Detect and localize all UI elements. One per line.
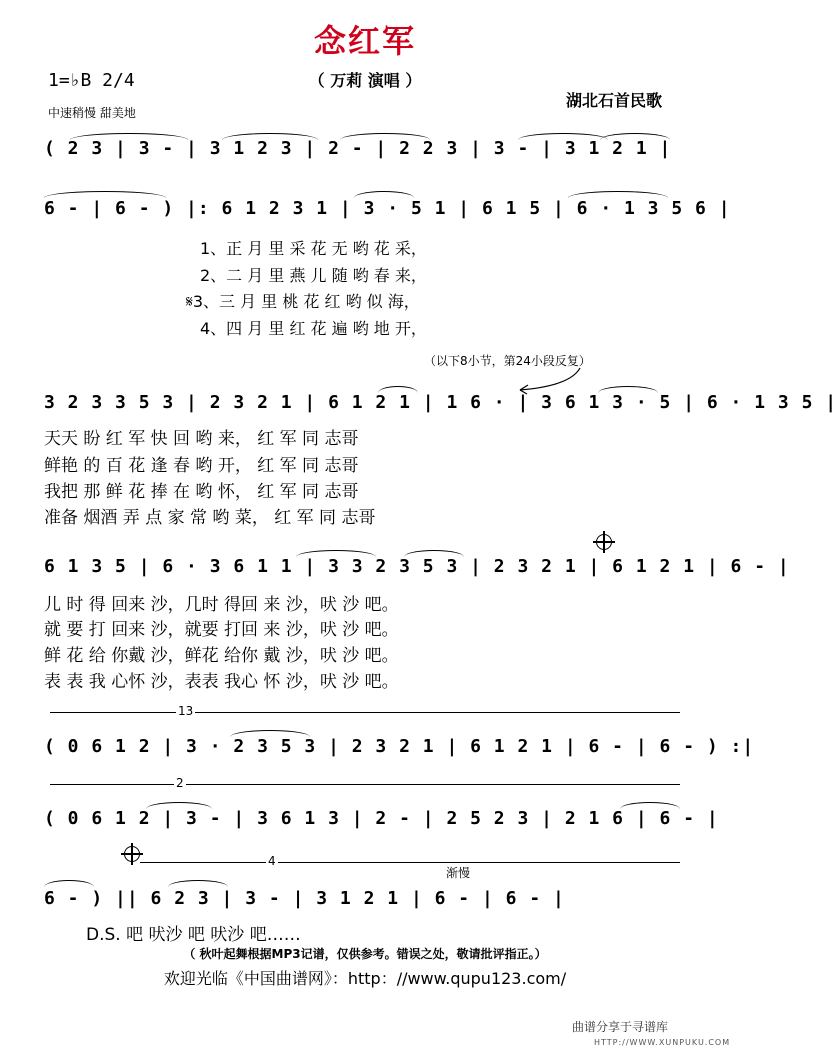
ritardando-marking: 渐慢 (446, 866, 471, 880)
lyric-line-3-1: 儿 时 得 回来 沙，几时 得回 来 沙，吠 沙 吧。 (44, 595, 399, 615)
notation-row-7: 6 - ) || 6 2 3 | 3 - | 3 1 2 1 | 6 - | 6 - | (44, 888, 565, 909)
notation-row-6: ( 0 6 1 2 | 3 - | 3 6 1 3 | 2 - | 2 5 2 3 | 2 1 6 | 6 - | (44, 808, 719, 829)
verse-4: 4、四 月 里 红 花 遍 哟 地 开， (200, 319, 427, 338)
notation-row-5: ( 0 6 1 2 | 3 · 2 3 5 3 | 2 3 2 1 | 6 1 2 1 | 6 - | 6 - ) :| (44, 736, 755, 757)
slur (598, 386, 658, 393)
lyric-line-2-4: 准备 烟酒 弄 点 家 常 哟 菜， 红 军 同 志哥 (44, 508, 376, 528)
lyric-line-3-2: 就 要 打 回来 沙，就要 打回 来 沙，吠 沙 吧。 (44, 620, 399, 640)
notation-row-3: 3 2 3 3 5 3 | 2 3 2 1 | 6 1 2 1 | 1 6 · | 3 6 1 3 · 5 | 6 · 1 3 5 | (44, 392, 837, 413)
slur (378, 386, 418, 393)
watermark-url: HTTP://WWW.XUNPUKU.COM (594, 1038, 731, 1047)
slur (230, 730, 310, 737)
slur (146, 802, 212, 809)
slur (44, 880, 94, 887)
verse-3: 𝄋3、三 月 里 桃 花 红 哟 似 海， (186, 292, 420, 311)
key-signature: 1=♭B 2/4 (48, 70, 135, 91)
tempo-marking: 中速稍慢 甜美地 (48, 106, 136, 120)
lyric-line-3-4: 表 表 我 心怀 沙，表表 我心 怀 沙，吠 沙 吧。 (44, 672, 399, 692)
notation-row-2: 6 - | 6 - ) |: 6 1 2 3 1 | 3 · 5 1 | 6 1 5 | 6 · 1 3 5 6 | (44, 198, 731, 219)
slur (340, 133, 430, 140)
slur (354, 191, 414, 198)
lyric-line-2-2: 鲜艳 的 百 花 逢 春 哟 开， 红 军 同 志哥 (44, 456, 359, 476)
volta-label-2: 2 (176, 776, 184, 790)
slur (568, 191, 668, 198)
page-title: 念红军 (313, 22, 416, 60)
slur (70, 133, 188, 140)
coda-sign-icon (124, 846, 140, 862)
slur (44, 191, 166, 198)
lyric-line-2-1: 天天 盼 红 军 快 回 哟 来， 红 军 同 志哥 (44, 429, 359, 449)
notation-row-4: 6 1 3 5 | 6 · 3 6 1 1 | 3 3 2 3 5 3 | 2 3 2 1 | 6 1 2 1 | 6 - | (44, 556, 790, 577)
slur (222, 133, 318, 140)
final-lyric: D.S. 吧 吠沙 吧 吠沙 吧…… (86, 925, 301, 945)
verse-1: 1、正 月 里 采 花 无 哟 花 采， (200, 239, 427, 258)
volta-line-2 (50, 784, 680, 785)
lyric-line-3-3: 鲜 花 给 你戴 沙，鲜花 给你 戴 沙，吠 沙 吧。 (44, 646, 399, 666)
slur (600, 133, 670, 140)
site-credit: 欢迎光临《中国曲谱网》：http：//www.qupu123.com/ (163, 969, 567, 988)
slur (296, 550, 376, 557)
watermark-text: 曲谱分享于寻谱库 (572, 1020, 669, 1034)
lyric-line-2-3: 我把 那 鲜 花 捧 在 哟 怀， 红 军 同 志哥 (44, 482, 359, 502)
slur (620, 802, 680, 809)
volta-label-13: 13 (178, 704, 194, 718)
volta-line-13 (50, 712, 680, 713)
slur (404, 550, 464, 557)
slur (518, 133, 608, 140)
verse-2: 2、二 月 里 燕 儿 随 哟 春 来， (200, 266, 427, 285)
notation-row-1: ( 2 3 | 3 - | 3 1 2 3 | 2 - | 2 2 3 | 3 - | 3 1 2 1 | (44, 138, 672, 159)
volta-label-4: 4 (268, 854, 276, 868)
coda-sign-icon (596, 534, 612, 550)
volta-line-4 (140, 862, 680, 863)
slur (168, 880, 228, 887)
song-origin: 湖北石首民歌 (566, 91, 663, 110)
repeat-note: （以下8小节，第24小段反复） (424, 354, 591, 368)
transcription-note: （ 秋叶起舞根据MP3记谱，仅供参考。错误之处，敬请批评指正。） (183, 947, 547, 961)
singer-credit: （ 万莉 演唱 ） (308, 71, 422, 90)
